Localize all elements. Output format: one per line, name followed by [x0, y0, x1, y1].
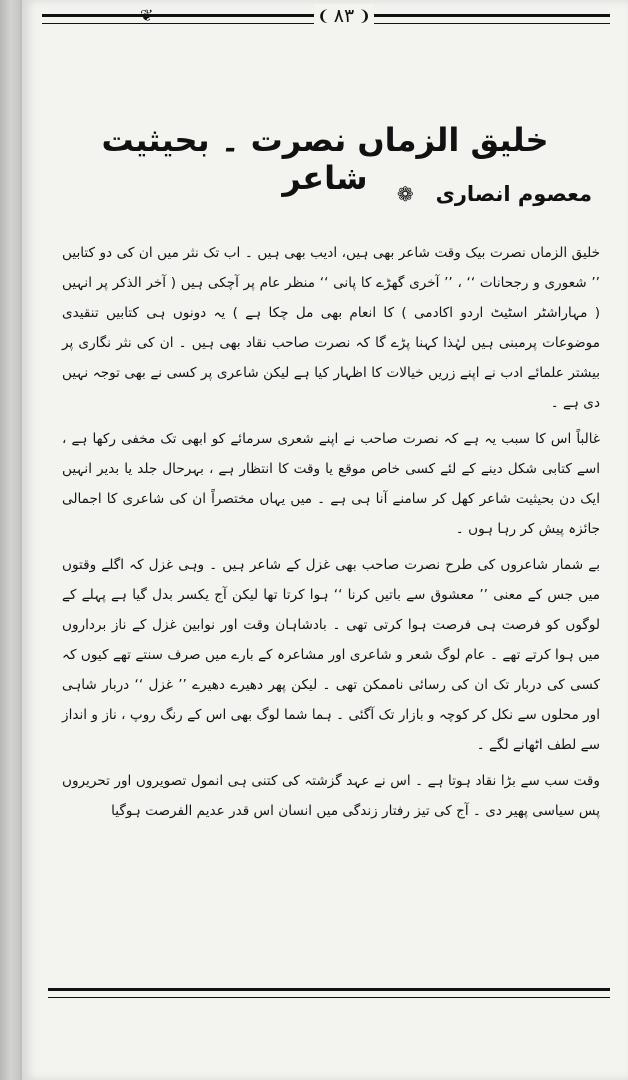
- previous-page-edge: [0, 0, 22, 1080]
- paragraph: خلیق الزماں نصرت بیک وقت شاعر بھی ہیں، ادیب بھی ہیں ۔ اب تک نثر میں ان کی دو کتابیں ’’ شعوری و رجحانات ‘‘ ، ’’ آخری گھڑے کا پانی ‘‘ منظر عام پر آچکی ہیں ( آخر الذکر پر انہیں ( مہاراشٹر اسٹیٹ اردو اکادمی ) کا انعام بھی مل چکا ہے ) یہ دونوں ہی کتابیں تنقیدی موضوعات پرمبنی ہیں لہٰذا کہنا پڑے گا کہ نصرت صاحب نقاد بھی ہیں ۔ ان کی نثر نگاری پر بیشتر علمائے ادب نے اپنے زریں خیالات کا اظہار کیا ہے لیکن شاعری پر کسی نے بھی توجہ نہیں دی ہے ۔: [62, 245, 600, 411]
- footer-rule: [48, 988, 610, 998]
- paragraph: وقت سب سے بڑا نقاد ہوتا ہے ۔ اس نے عہد گزشتہ کی کتنی ہی انمول تصویروں اور تحریروں پس سیاسی پھیر دی ۔ آج کی تیز رفتار زندگی میں انسان اس قدر عدیم الفرصت ہوگیا: [62, 773, 600, 819]
- byline: [397, 182, 592, 206]
- page-number-bracket-icon: ❨: [317, 7, 330, 25]
- article-title: خلیق الزماں نصرت ۔ بحیثیت شاعر: [101, 121, 549, 198]
- flower-ornament-icon: ❁: [396, 182, 414, 206]
- header-ornament-icon: ❦: [140, 6, 154, 25]
- paragraph: بے شمار شاعروں کی طرح نصرت صاحب بھی غزل کے شاعر ہیں ۔ وہی غزل کہ اگلے وقتوں میں جس کے معنی ’’ معشوق سے باتیں کرنا ‘‘ ہوا کرتا تھا لیکن آج یکسر بدل گیا ہے پہلے کے لوگوں کو فرصت ہی فرصت ہوا کرتی تھی ۔ بادشاہان وقت اور نوابین غزل کے ناز برداروں میں ہوا کرتے تھے ۔ عام لوگ شعر و شاعری اور مشاعرہ کے بارے میں صرف سنتے تھے کیوں کہ کسی کی دربار تک ان کی رسائی ناممکن تھی ۔ لیکن پھر دھیرے دھیرے ’’ غزل ‘‘ دربار شاہی اور محلوں سے نکل کر کوچہ و بازار تک آگئی ۔ ہما شما لوگ بھی اس کے رنگ روپ ، ناز و انداز سے لطف اٹھانے لگے ۔: [62, 557, 600, 753]
- book-page: [22, 0, 628, 1080]
- paragraph: غالباً اس کا سبب یہ ہے کہ نصرت صاحب نے اپنے شعری سرمائے کو ابھی تک مخفی رکھا ہے ، اسے کتابی شکل دینے کے لئے کسی خاص موقع یا وقت کا انتظار ہے ، بہرحال جلد یا بدیر انہیں ایک دن بحیثیت شاعر کھل کر سامنے آنا ہی ہے ۔ میں یہاں مختصراً ان کی شاعری کا اجمالی جائزہ پیش کر رہا ہوں ۔: [62, 431, 600, 537]
- author-name: معصوم انصاری: [435, 182, 592, 206]
- page-number-box: [314, 4, 374, 28]
- page-number: ۸۳: [333, 5, 355, 27]
- article-body: [62, 238, 600, 832]
- page-number-bracket-icon: ❩: [358, 7, 371, 25]
